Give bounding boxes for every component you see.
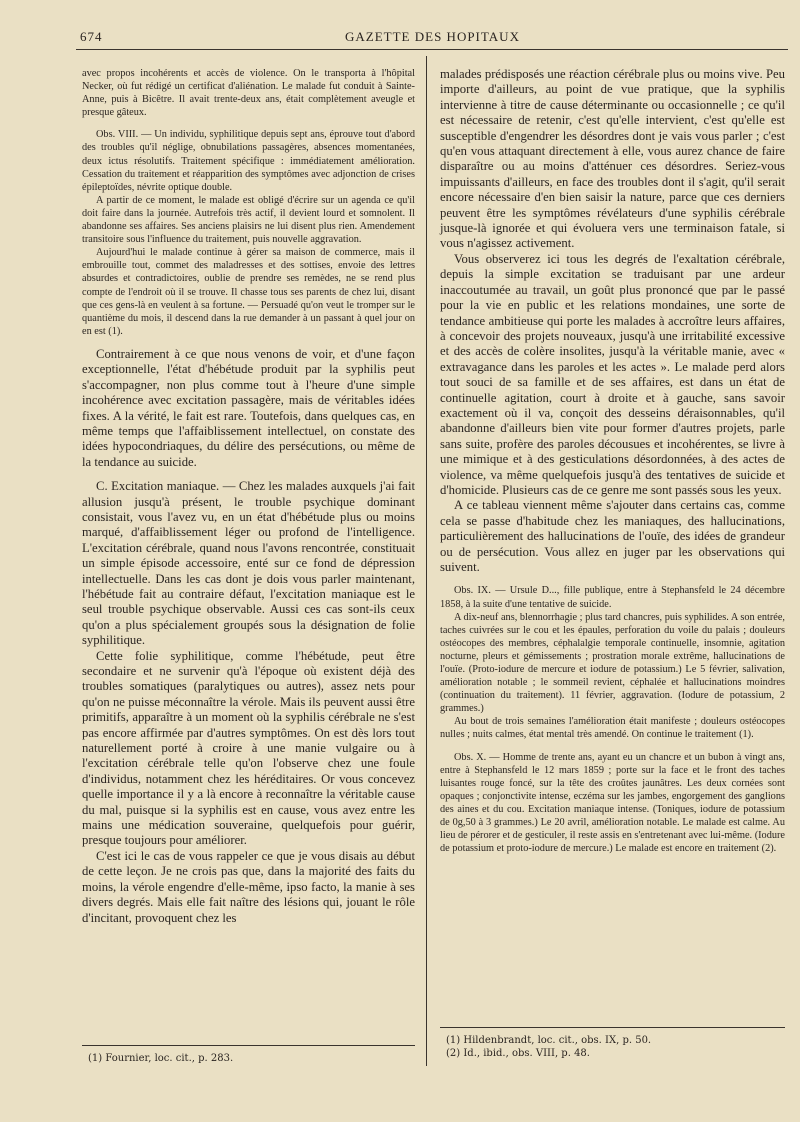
footnote: (2) Id., ibid., obs. VIII, p. 48. [446, 1048, 590, 1059]
footnote: (1) Fournier, loc. cit., p. 283. [88, 1053, 234, 1064]
observation-x: Obs. X. — Homme de trente ans, ayant eu un chancre et un bubon à vingt ans, entre à Stephansfeld le 12 mars 1859 ; porte sur la face et le front des taches luisantes rouge foncé, sur la tête des croûtes jaunâtres. Les deux cornées sont opaques ; conjonctivite intense, eczéma sur les jambes, engorgement des ganglions des aines et du cou. Excitation maniaque intense. (Toniques, iodure de potassium de 0g,50 à 3 grammes.) Le 20 avril, amélioration notable. Le malade est calme. Au lieu de pérorer et de gesticuler, il reste assis en s'entretenant avec lui-même. (Iodure de potassium et proto-iodure de mercure.) Le malade est encore en traitement (2). [440, 751, 785, 855]
observation-viii: Obs. VIII. — Un individu, syphilitique depuis sept ans, éprouve tout d'abord des troubles qu'il néglige, obnubilations passagères, absences momentanées, deux ictus résolutifs. Traitement spécifique : immédiatement amélioration. Cessation du traitement et réapparition des symptômes avec adjonction de crises épileptoïdes, névrite optique double. [82, 129, 415, 193]
left-footnotes [82, 1045, 415, 1065]
paragraph: malades prédisposés une réaction cérébrale plus ou moins vive. Peu importe d'ailleurs, au point de vue pratique, que la syphilis intervienne à titre de cause déterminante ou occasionnelle ; ce qu'il est nécessaire de retenir, c'est qu'elle intervient, c'est qu'elle est susceptible d'engendrer les désordres dont je vais vous parler ; c'est qu'en vous attaquant directement à elle, vous aurez chance de faire disparaître ou au moins d'atténuer ces désordres. Seriez-vous impuissants d'ailleurs, en face des troubles dont il s'agit, qu'il serait encore nécessaire d'en bien saisir la nature, parce que ces derniers peuvent être les symptômes révélateurs d'une syphilis cérébrale jusque-là ignorée et qui évoluera vers une terminaison fatale, si vous n'agissez activement. [440, 67, 785, 251]
paragraph: A ce tableau viennent même s'ajouter dans certains cas, comme cela se passe d'habitude chez les maniaques, des hallucinations, particulièrement des hallucinations de l'ouïe, des idées de grandeur ou de persécution. Vous allez en juger par les observations qui suivent. [440, 498, 785, 574]
footnote-rule [82, 1045, 415, 1046]
paragraph: Aujourd'hui le malade continue à gérer sa maison de commerce, mais il embrouille tout, commet des maladresses et des sottises, envoie des lettres absurdes et contradictoires, oublie de prendre ses remèdes, ne se rend plus compte de l'endroit où il se trouve. Il chasse tous ses parents de chez lui, disant que ces gens-là en veulent à sa fortune. — Persuadé qu'on veut le tromper sur le quantième du mois, il descend dans la rue demander à un passant à quel jour on en est (1). [82, 247, 415, 337]
header-rule [76, 49, 788, 50]
paragraph: A partir de ce moment, le malade est obligé d'écrire sur un agenda ce qu'il doit faire dans la journée. Autrefois très actif, il devient lourd et somnolent. Il abandonne ses affaires. Ses anciens plaisirs ne lui disent plus rien. Amendement transitoire sous l'influence du traitement, puis nouvelle aggravation. [82, 194, 415, 246]
page-number: 674 [80, 29, 103, 44]
left-column [82, 67, 415, 926]
paragraph: Vous observerez ici tous les degrés de l'exaltation cérébrale, depuis la simple excitation se traduisant par une ardeur inaccoutumée au travail, un goût plus prononcé que par le passé pour la vie en public et les relations mondaines, une sorte de tendance ambitieuse qui porte les malades à accroître leurs affaires, à concevoir des projets nouveaux, jusqu'à une irritabilité excessive et des accès de colère insolites, jusqu'à la véritable manie, avec « extravagance dans les paroles et les actes ». Le malade perd alors tout souci de sa famille et de ses affaires, est dans un état de continuelle agitation, court à droite et à gauche, sans savoir exactement où il va, conçoit des desseins déraisonnables, qu'il abandonne d'ailleurs bien vite pour former d'autres projets, parle sans suite, profère des paroles décousues et incohérentes, se livre à une mimique et à des gesticulations désordonnées, à des actes de violence, va même quelquefois jusqu'à des tentatives de suicide et d'homicide. Plusieurs cas de ce genre me sont passés sous les yeux. [440, 251, 785, 497]
right-footnotes [440, 1027, 785, 1060]
footnote: (1) Hildenbrandt, loc. cit., obs. IX, p. 50. [446, 1035, 652, 1046]
column-divider [426, 56, 427, 1066]
section-excitation-maniaque: C. Excitation maniaque. — Chez les malades auxquels j'ai fait allusion jusqu'à présent, le trouble psychique dominant consistait, vous l'avez vu, en un état d'hébétude plus ou moins marqué, d'affaiblissement léger ou profond de l'intelligence. L'excitation cérébrale, quand nous l'avons rencontrée, constituait un simple épisode accessoire, enté sur ce fond de dépression intellectuelle. Dans les cas dont je dois vous parler maintenant, l'hébétude fait au contraire défaut, l'excitation maniaque est le seul trouble psychique observable. Aussi ces cas sont-ils ceux qu'on a plus spécialement groupés sous la désignation de folie syphilitique. [82, 479, 415, 648]
page-header [80, 29, 785, 51]
paragraph: C'est ici le cas de vous rappeler ce que je vous disais au début de cette leçon. Je ne crois pas que, dans la majorité des faits du moins, la vérole engendre d'elle-même, ipso facto, la manie à ses divers degrés. Mais elle fait naître des lésions qui, jouant le rôle d'incitant, provoquent chez les [82, 848, 415, 925]
observation-ix: Obs. IX. — Ursule D..., fille publique, entre à Stephansfeld le 24 décembre 1858, à la suite d'une tentative de suicide. [440, 585, 785, 610]
paragraph: Au bout de trois semaines l'amélioration était manifeste ; douleurs ostéocopes nulles ; nuits calmes, état mental très amendé. On continue le traitement (1). [440, 716, 785, 741]
paragraph: A dix-neuf ans, blennorrhagie ; plus tard chancres, puis syphilides. A son entrée, taches cuivrées sur le cou et les épaules, perforation du voile du palais ; douleurs ostéocopes des membres, céphalalgie temporale continuelle, insomnie, agitation nocturne, pleurs et gémissements ; prostration morale extrême, hallucinations de l'ouïe. (Proto-iodure de mercure et iodure de potassium.) Le 5 février, salivation, amélioration notable ; le sommeil revient, céphalée et hallucinations moindres (continuation du traitement). 11 février, aggravation. (Iodure de potassium, 2 grammes.) [440, 611, 785, 715]
journal-title: GAZETTE DES HOPITAUX [345, 29, 520, 44]
paragraph: avec propos incohérents et accès de violence. On le transporta à l'hôpital Necker, où fut rédigé un certificat d'aliénation. Le malade fut conduit à Sainte-Anne, puis à Bicêtre. Il avait trente-deux ans, était complètement aveugle et presque gâteux. [82, 68, 415, 119]
paragraph: Cette folie syphilitique, comme l'hébétude, peut être secondaire et ne survenir qu'à l'époque où existent déjà des troubles somatiques (paralytiques ou autres), assez nets pour qu'on ne puisse méconnaître la vérole. Mais ils peuvent aussi être primitifs, apparaître à un moment où la syphilis cérébrale ne s'est pas encore affirmée par d'autres symptômes. On est dès lors tout naturellement porté à croire à une manie vulgaire ou à l'excitation cérébrale telle qu'on l'observe chez une foule d'individus, notamment chez les héréditaires. Or vous concevez quelle importance il y a là encore à reconnaître la véritable cause du mal, puisque si la syphilis est en cause, vous avez entre les mains une médication souveraine, quelquefois pour guérir, presque toujours pour améliorer. [82, 648, 415, 848]
paragraph: Contrairement à ce que nous venons de voir, et d'une façon exceptionnelle, l'état d'hébétude produit par la syphilis peut s'accompagner, non plus comme tout à l'heure d'une simple incohérence avec excitation passagère, mais de véritables idées fixes. A la vérité, le fait est rare. Toutefois, dans quelques cas, en même temps que l'affaiblissement intellectuel, on constate des idées hypocondriaques, du délire des persécutions, ou même de la tendance au suicide. [82, 346, 415, 469]
right-column [440, 67, 785, 855]
footnote-rule [440, 1027, 785, 1028]
